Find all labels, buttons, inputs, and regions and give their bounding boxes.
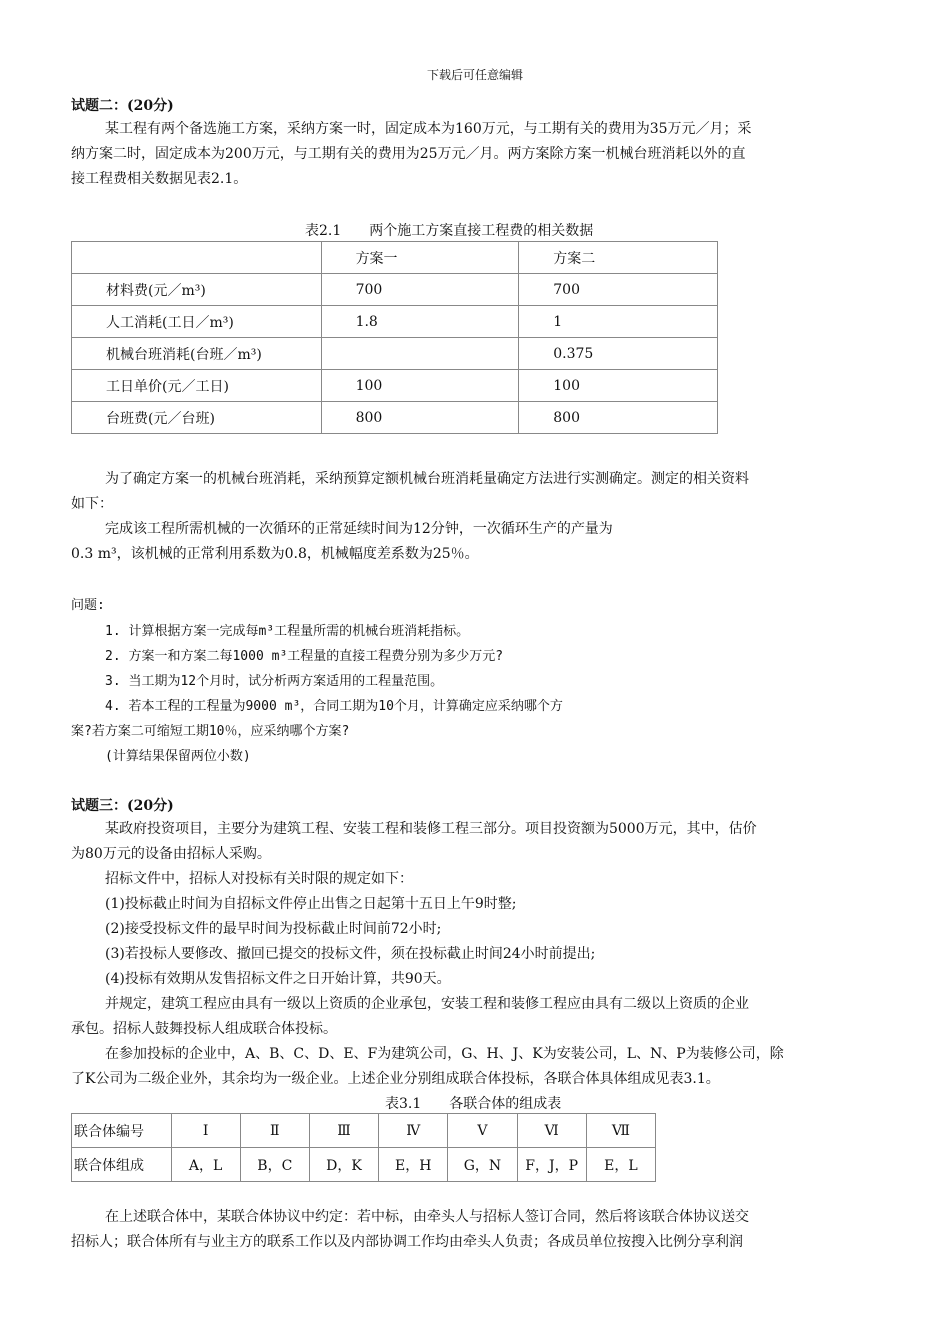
table-2-1 [71,241,718,434]
q3-para4-line1: 在参加投标的企业中，A、B、C、D、E、F为建筑公司，G、H、J、K为安装公司，L、N、P为装修公司，除 [105,1046,784,1062]
table-cell: 1.8 [321,306,519,338]
q3-title: 试题三：(20分) [71,798,174,814]
table-cell: E，H [379,1148,448,1182]
table-cell: 700 [321,274,519,306]
table-2-1-caption: 表2.1 两个施工方案直接工程费的相关数据 [305,223,594,239]
q2-para1-line1: 某工程有两个备选施工方案，采纳方案一时，固定成本为160万元，与工期有关的费用为35万元／月；采 [105,121,752,137]
table-header-cell: 方案一 [321,242,519,274]
table-row [72,1114,656,1148]
table-row [72,274,718,306]
q3-item-3: (3)若投标人要修改、撤回已提交的投标文件，须在投标截止时间24小时前提出; [105,946,596,962]
table-cell: 0.375 [519,338,718,370]
table-cell: 材料费(元／m³) [72,274,322,306]
table-cell: Ⅳ [379,1114,448,1148]
table-cell: 700 [519,274,718,306]
q2-para1-line2: 纳方案二时，固定成本为200万元，与工期有关的费用为25万元／月。两方案除方案一机械台班消耗以外的直 [71,146,746,162]
q3-para2: 招标文件中，招标人对投标有关时限的规定如下： [105,871,413,887]
table-cell: Ⅶ [586,1114,655,1148]
q3-para1-line2: 为80万元的设备由招标人采购。 [71,846,271,862]
q3-para5-line1: 在上述联合体中，某联合体协议中约定：若中标，由牵头人与招标人签订合同，然后将该联合体协议送交 [105,1209,749,1225]
table-cell: 人工消耗(工日／m³) [72,306,322,338]
table-row-label: 联合体组成 [72,1148,172,1182]
table-row-label: 联合体编号 [72,1114,172,1148]
table-cell: 100 [519,370,718,402]
q2-para1-line3: 接工程费相关数据见表2.1。 [71,171,248,187]
table-cell: A，L [171,1148,240,1182]
table-row [72,306,718,338]
q2-para3-line2: 0.3 m³，该机械的正常利用系数为0.8，机械幅度差系数为25％。 [71,546,479,562]
q3-item-2: (2)接受投标文件的最早时间为投标截止时间前72小时; [105,921,442,937]
q3-para1-line1: 某政府投资项目，主要分为建筑工程、安装工程和装修工程三部分。项目投资额为5000万元，其中，估价 [105,821,757,837]
question-4-line2: 案?若方案二可缩短工期10％，应采纳哪个方案? [71,724,350,739]
question-1: 1. 计算根据方案一完成每m³工程量所需的机械台班消耗指标。 [105,624,470,639]
table-cell: 台班费(元／台班) [72,402,322,434]
q3-item-1: (1)投标截止时间为自招标文件停止出售之日起第十五日上午9时整; [105,896,517,912]
table-cell: 1 [519,306,718,338]
table-cell: 工日单价(元／工日) [72,370,322,402]
table-cell: E，L [586,1148,655,1182]
question-2: 2. 方案一和方案二每1000 m³工程量的直接工程费分别为多少万元? [105,649,504,664]
table-header-cell: 方案二 [519,242,718,274]
q2-para2-line1: 为了确定方案一的机械台班消耗，采纳预算定额机械台班消耗量确定方法进行实测确定。测定的相关资料 [105,471,749,487]
table-cell: B，C [240,1148,309,1182]
rounding-note: (计算结果保留两位小数) [105,749,251,764]
table-row [72,402,718,434]
table-cell: D，K [309,1148,378,1182]
table-cell: G，N [448,1148,517,1182]
q2-para3-line1: 完成该工程所需机械的一次循环的正常延续时间为12分钟，一次循环生产的产量为 [105,521,613,537]
table-cell [72,242,322,274]
table-3-1 [71,1113,656,1182]
page-header-note: 下载后可任意编辑 [426,68,523,82]
questions-label: 问题: [71,598,105,613]
q3-para5-line2: 招标人；联合体所有与业主方的联系工作以及内部协调工作均由牵头人负责；各成员单位按搜入比例分享利润 [71,1234,743,1250]
table-row [72,338,718,370]
table-cell: 800 [519,402,718,434]
table-row [72,242,718,274]
table-cell: Ⅱ [240,1114,309,1148]
table-cell: Ⅰ [171,1114,240,1148]
question-4-line1: 4. 若本工程的工程量为9000 m³，合同工期为10个月，计算确定应采纳哪个方 [105,699,563,714]
q3-item-4: (4)投标有效期从发售招标文件之日开始计算，共90天。 [105,971,451,987]
table-cell: 100 [321,370,519,402]
question-3: 3. 当工期为12个月时，试分析两方案适用的工程量范围。 [105,674,444,689]
q3-para4-line2: 了K公司为二级企业外，其余均为一级企业。上述企业分别组成联合体投标，各联合体具体组成见表3.1。 [71,1071,720,1087]
table-cell: Ⅴ [448,1114,517,1148]
table-3-1-caption: 表3.1 各联合体的组成表 [385,1096,562,1112]
q2-title: 试题二：(20分) [71,98,174,114]
table-row [72,1148,656,1182]
table-cell: Ⅵ [517,1114,586,1148]
table-row [72,370,718,402]
table-cell: F，J，P [517,1148,586,1182]
q3-para3-line2: 承包。招标人鼓舞投标人组成联合体投标。 [71,1021,337,1037]
table-cell: 800 [321,402,519,434]
q2-para2-line2: 如下： [71,496,113,512]
table-cell: Ⅲ [309,1114,378,1148]
table-cell [321,338,519,370]
q3-para3-line1: 并规定，建筑工程应由具有一级以上资质的企业承包，安装工程和装修工程应由具有二级以上资质的企业 [105,996,749,1012]
table-cell: 机械台班消耗(台班／m³) [72,338,322,370]
